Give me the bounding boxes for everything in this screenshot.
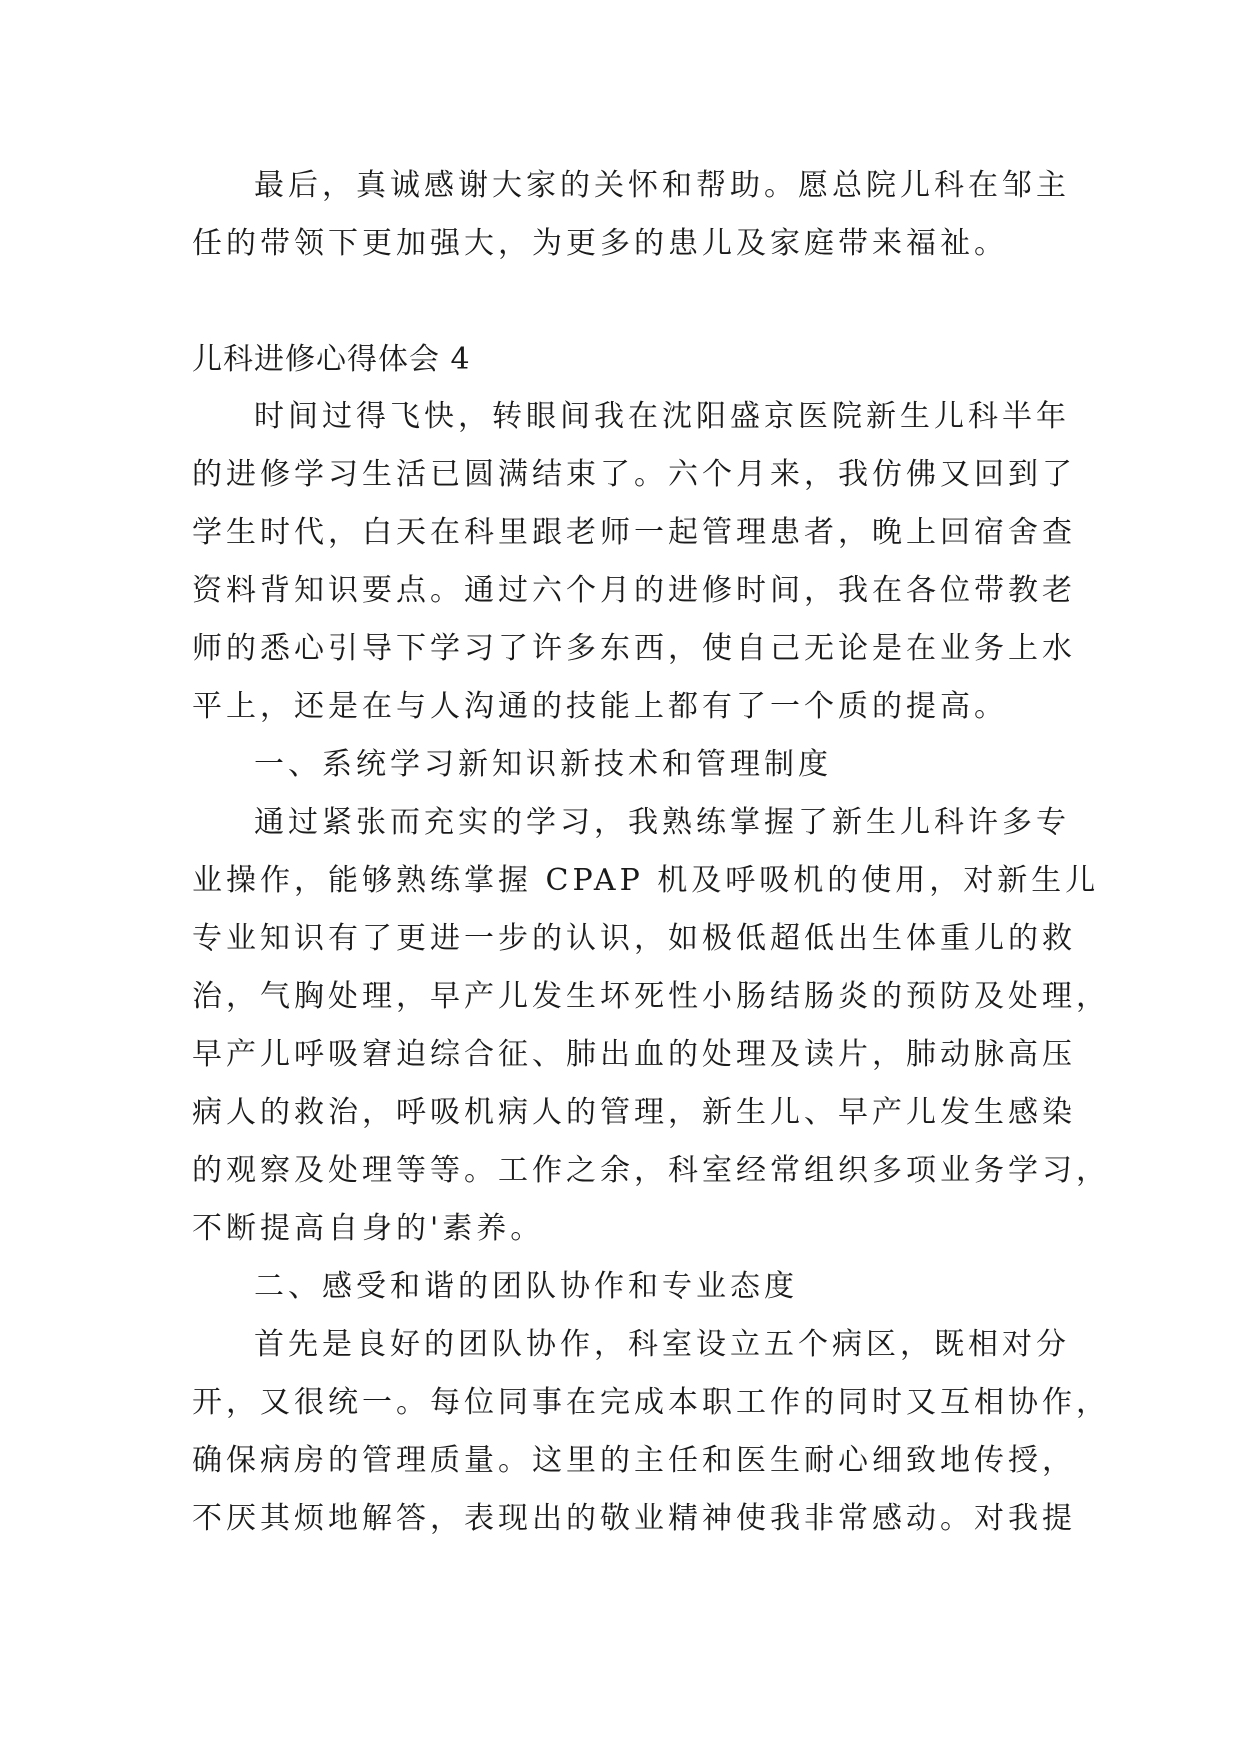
paragraph-line: 师的悉心引导下学习了许多东西，使自己无论是在业务上水 <box>192 631 1076 666</box>
paragraph-line: 资料背知识要点。通过六个月的进修时间，我在各位带教老 <box>192 573 1076 608</box>
paragraph-line: 早产儿呼吸窘迫综合征、肺出血的处理及读片，肺动脉高压 <box>192 1037 1076 1072</box>
paragraph-line: 专业知识有了更进一步的认识，如极低超低出生体重儿的救 <box>192 921 1076 956</box>
subsection-heading: 二、感受和谐的团队协作和专业态度 <box>254 1269 798 1304</box>
paragraph-line: 平上，还是在与人沟通的技能上都有了一个质的提高。 <box>192 689 1008 724</box>
paragraph-line: 任的带领下更加强大，为更多的患儿及家庭带来福祉。 <box>192 226 1008 261</box>
paragraph-line: 开，又很统一。每位同事在完成本职工作的同时又互相协作， <box>192 1385 1110 1420</box>
subsection-heading: 一、系统学习新知识新技术和管理制度 <box>254 747 832 782</box>
paragraph-line: 病人的救治，呼吸机病人的管理，新生儿、早产儿发生感染 <box>192 1095 1076 1130</box>
paragraph-line: 最后，真诚感谢大家的关怀和帮助。愿总院儿科在邹主 <box>254 168 1070 203</box>
paragraph-line: 的观察及处理等等。工作之余，科室经常组织多项业务学习， <box>192 1153 1110 1188</box>
paragraph-line: 通过紧张而充实的学习，我熟练掌握了新生儿科许多专 <box>254 805 1070 840</box>
paragraph-line: 首先是良好的团队协作，科室设立五个病区，既相对分 <box>254 1327 1070 1362</box>
section-title: 儿科进修心得体会 4 <box>192 342 471 377</box>
paragraph-line: 确保病房的管理质量。这里的主任和医生耐心细致地传授， <box>192 1443 1076 1478</box>
paragraph-line: 不断提高自身的'素养。 <box>192 1211 545 1246</box>
paragraph-line: 不厌其烦地解答，表现出的敬业精神使我非常感动。对我提 <box>192 1501 1076 1536</box>
paragraph-line: 时间过得飞快，转眼间我在沈阳盛京医院新生儿科半年 <box>254 399 1070 434</box>
paragraph-line: 治，气胸处理，早产儿发生坏死性小肠结肠炎的预防及处理， <box>192 979 1110 1014</box>
paragraph-line: 的进修学习生活已圆满结束了。六个月来，我仿佛又回到了 <box>192 457 1076 492</box>
paragraph-line: 业操作，能够熟练掌握 CPAP 机及呼吸机的使用，对新生儿 <box>192 863 1100 898</box>
paragraph-line: 学生时代，白天在科里跟老师一起管理患者，晚上回宿舍查 <box>192 515 1076 550</box>
